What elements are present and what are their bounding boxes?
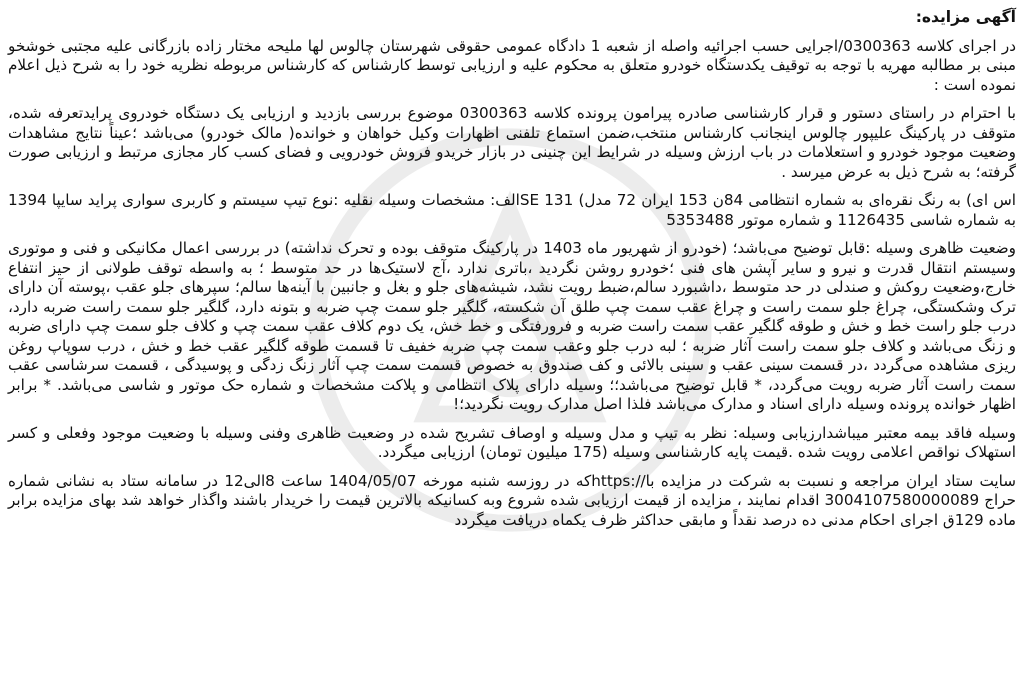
paragraph-expert-opinion: با احترام در راستای دستور و قرار کارشناسی صادره پیرامون پرونده کلاسه 0300363 موضوع بررسی بازدید و ارزیابی یک دستگاه خودروی پرایدتعرفه شده، متوقف در پارکینگ علیپور چالوس اینجانب کارشناس منتخب،ضمن استماع تلفنی اظهارات وکیل خواهان و خوانده( مالک خودرو) می‌باشد ؛عیناً نتایج مشاهدات وضعیت موجود خودرو و استعلامات در باب ارزش وسیله در شرایط این چنینی در بازار خریدو فروش خودرویی و فضای کسب کار مجازی مرتبط و ارزیابی صورت گرفته؛ به شرح ذیل به عرض میرسد . [8, 104, 1016, 181]
paragraph-execution-case: در اجرای کلاسه 0300363/اجرایی حسب اجرائیه واصله از شعبه 1 دادگاه عمومی حقوقی شهرستان چالوس لها ملیحه مختار زاده بازرگانی علیه مجتبی خوشخو مبنی بر مطالبه مهریه با توجه به توقیف یکدستگاه خودرو متعلق به محکوم علیه و ارزیابی توسط کارشناس که کارشناس مربوطه نظریه خود را به شرح ذیل اعلام نموده است : [8, 36, 1016, 94]
paragraph-vehicle-condition: وضعیت ظاهری وسیله :قابل توضیح می‌باشد؛ (خودرو از شهریور ماه 1403 در پارکینگ متوقف بوده و تحرک نداشته) در بررسی اعمال مکانیکی و فنی و موتوری وسیستم انتقال قدرت و نیرو و سایر آپشن های فنی ؛خودرو روشن نگردید ،باتری ندارد ،آج لاستیک‌ها در حد متوسط ؛ به واسطه توقف طولانی از حیز انتفاع خارج،وضعیت روکش و صندلی در حد متوسط ،داشبورد سالم،ضبط رویت نشد، شیشه‌های جلو و بغل و جانبین با آینه‌ها سالم؛ سپرهای جلو عقب ،پوسته آن دارای ترک وشکستگی، چراغ جلو سمت راست و چراغ عقب سمت چپ طلق آن شکسته، گلگیر جلو سمت چپ ضربه و بتونه دارد، گلگیر جلو سمت راست ضربه دارد، درب جلو راست خط و خش و طوقه گلگیر عقب سمت راست ضربه و فرورفتگی و خط خش، یک دوم کلاف عقب سمت چپ و کلاف جلو سمت چپ دارای ضربه و زنگ می‌باشد و کلاف جلو سمت راست آثار ضربه ؛ لبه درب جلو وعقب سمت چپ ضربه خفیف تا قسمت طوقه گلگیر عقب خط و خش ، درب سوپاپ روغن ریزی مشاهده می‌گردد ،در قسمت سینی عقب و سینی بالائی و کف صندوق به خصوص قسمت سمت چپ آثار زنگ زدگی و پوسیدگی ، قسمت سرشاسی عقب سمت راست آثار ضربه رویت می‌گردد، * قابل توضیح می‌باشد؛؛ وسیله دارای پلاک انتظامی و پلاکت مشخصات و شماره حک موتور و شاسی می‌باشد. * برابر اظهار خوانده پرونده وسیله دارای اسناد و مدارک می‌باشد فلذا اصل مدارک رویت نگردید؛! [8, 239, 1016, 413]
paragraph-vehicle-specs: اس ای) به رنگ نقره‌ای به شماره انتظامی 84ن 153 ایران 72 مدل) SE 131الف: مشخصات وسیله نقلیه :نوع تیپ سیستم و کاربری سواری پراید سایپا 1394 به شماره شاسی 1126435 و شماره موتور 5353488 [8, 191, 1016, 229]
paragraph-auction-instructions: سایت ستاد ایران مراجعه و نسبت به شرکت در مزایده با//:httpsکه در روزسه شنبه مورخه 1404/05/07 ساعت 8الی12 در سامانه ستاد به نشانی شماره حراج 3004107580000089 اقدام نمایند ، مزایده از قیمت ارزیابی شده شروع وبه کسانیکه بالاترین قیمت را خریدار باشند واگذار خواهد شد بهای مزایده برابر ماده 129ق اجرای احکام مدنی ده درصد نقداً و مابقی حداکثر ظرف یکماه دریافت میگردد [8, 471, 1016, 529]
notice-title: آگهی مزایده: [915, 8, 1016, 26]
paragraph-valuation: وسیله فاقد بیمه معتبر میباشدارزیابی وسیله: نظر به تیپ و مدل وسیله و اوصاف تشریح شده در وضعیت ظاهری وفنی وسیله با وضعیت موجود وفعلی و کسر استهلاک نواقص اعلامی رویت شده .قیمت پایه کارشناسی وسیله (175 میلیون تومان) ارزیابی میگردد. [8, 423, 1016, 461]
